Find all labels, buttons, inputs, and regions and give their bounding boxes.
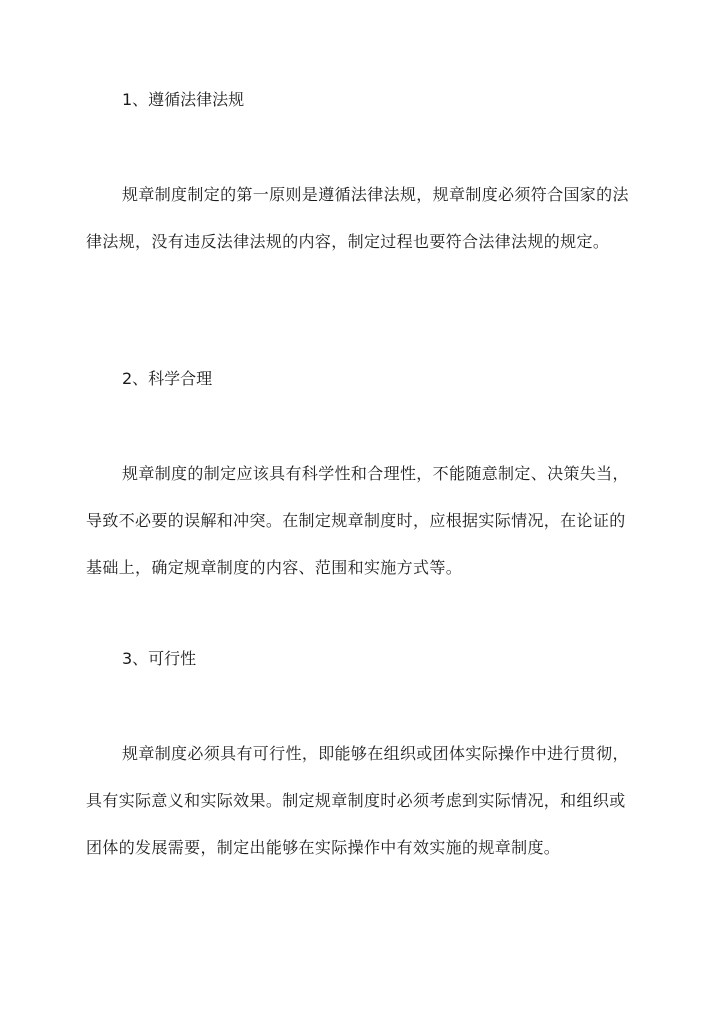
section-3-heading: 3、可行性 [122,649,197,668]
section-2-heading: 2、科学合理 [122,369,213,388]
section-3-paragraph: 规章制度必须具有可行性，即能够在组织或团体实际操作中进行贯彻，具有实际意义和实际效果。制定规章制度时必须考虑到实际情况，和组织或团体的发展需要，制定出能够在实际操作中有效实施的规章制度。 [86,744,629,857]
section-1-paragraph: 规章制度制定的第一原则是遵循法律法规，规章制度必须符合国家的法律法规，没有违反法律法规的内容，制定过程也要符合法律法规的规定。 [86,185,629,251]
section-1-heading: 1、遵循法律法规 [122,90,245,109]
section-2-paragraph: 规章制度的制定应该具有科学性和合理性，不能随意制定、决策失当，导致不必要的误解和冲突。在制定规章制度时，应根据实际情况，在论证的基础上，确定规章制度的内容、范围和实施方式等。 [86,464,629,577]
